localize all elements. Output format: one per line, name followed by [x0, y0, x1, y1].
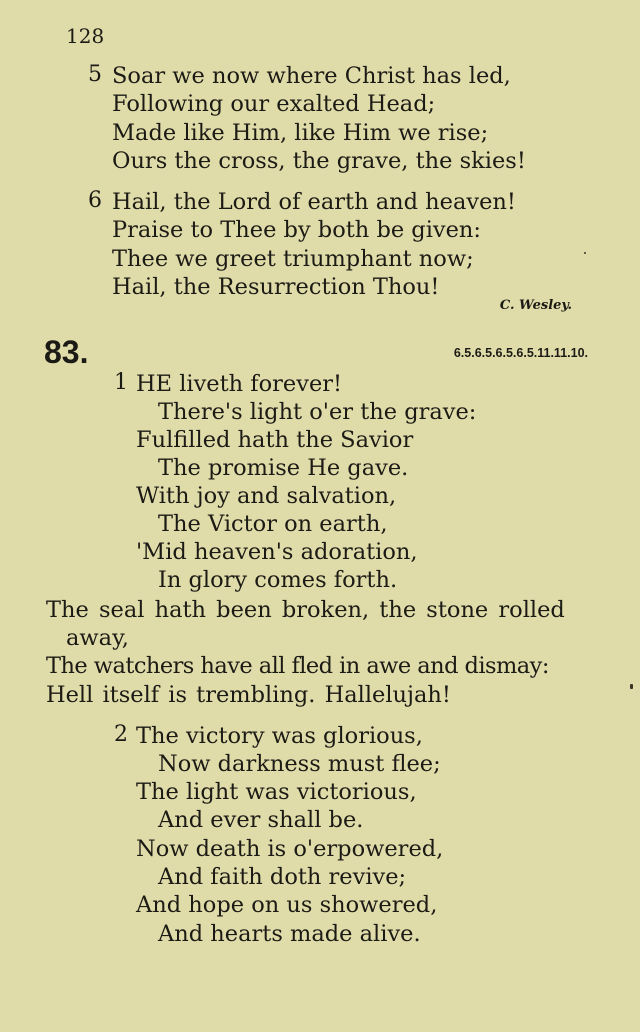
verse-line: Hail, the Lord of earth and heaven! [112, 189, 516, 215]
page-speck [630, 684, 633, 689]
verse-line: The promise He gave. [158, 455, 409, 481]
refrain-line: The watchers have all fled in awe and dismay: [46, 653, 549, 679]
verse-line: The light was victorious, [136, 779, 417, 805]
verse-line: Made like Him, like Him we rise; [112, 120, 489, 146]
verse-line: Following our exalted Head; [112, 91, 436, 117]
author-attribution: C. Wesley. [499, 298, 572, 313]
stanza-number: 6 [88, 188, 102, 213]
stanza-number: 5 [88, 62, 102, 87]
page-number: 128 [66, 24, 105, 48]
verse-line: Thee we greet triumphant now; [112, 246, 474, 272]
verse-line: Hail, the Resurrection Thou! [112, 274, 440, 300]
hymn-number: 83. [44, 334, 89, 370]
verse-line: Soar we now where Christ has led, [112, 63, 511, 89]
verse-line: 'Mid heaven's adoration, [136, 539, 418, 565]
verse-line: There's light o'er the grave: [158, 399, 477, 425]
verse-line: Now darkness must flee; [158, 751, 441, 777]
verse-line: The victory was glorious, [136, 723, 423, 749]
page-speck [584, 252, 586, 254]
verse-line: HE liveth forever! [136, 371, 343, 397]
refrain-line: away, [66, 625, 129, 651]
stanza-number: 2 [114, 722, 128, 747]
verse-line: With joy and salvation, [136, 483, 397, 509]
verse-line: And hearts made alive. [158, 921, 421, 947]
verse-line: Ours the cross, the grave, the skies! [112, 148, 526, 174]
meter-label: 6.5.6.5.6.5.6.5.11.11.10. [453, 346, 588, 360]
verse-line: And hope on us showered, [136, 892, 438, 918]
verse-line: In glory comes forth. [158, 567, 398, 593]
verse-line: Praise to Thee by both be given: [112, 217, 482, 243]
stanza-number: 1 [114, 370, 128, 395]
verse-line: And ever shall be. [158, 807, 364, 833]
refrain-line: Hell itself is trembling. Hallelujah! [46, 682, 451, 708]
verse-line: The Victor on earth, [158, 511, 388, 537]
verse-line: Now death is o'erpowered, [136, 836, 444, 862]
refrain-line: The seal hath been broken, the stone rolled [46, 597, 565, 623]
verse-line: Fulfilled hath the Savior [136, 427, 414, 453]
verse-line: And faith doth revive; [158, 864, 407, 890]
